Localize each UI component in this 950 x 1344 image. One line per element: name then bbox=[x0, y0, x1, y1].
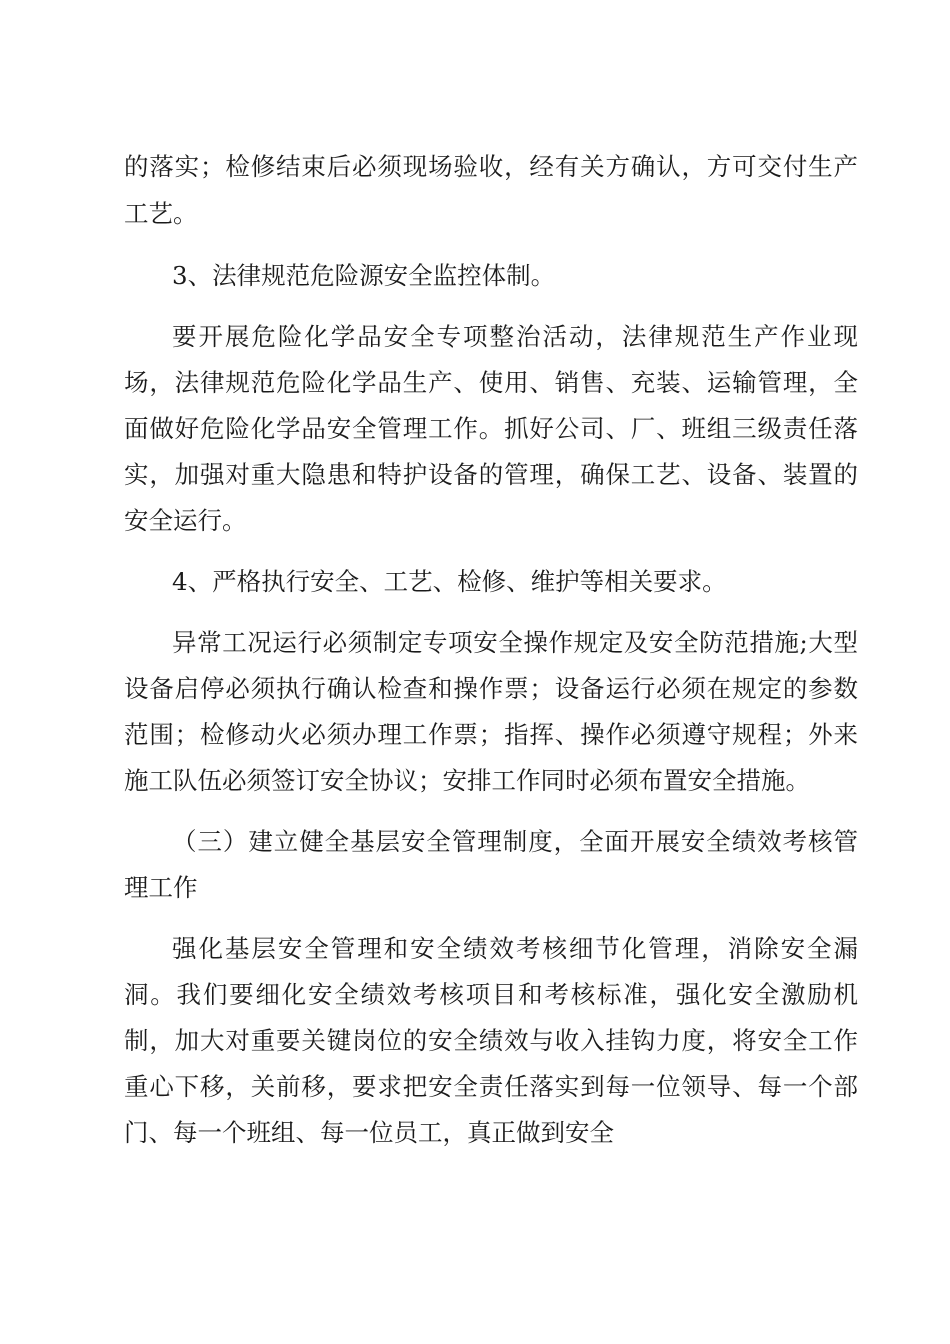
paragraph-line: 门、每一个班组、每一位员工，真正做到安全 bbox=[124, 1118, 614, 1147]
paragraph-line: 的落实；检修结束后必须现场验收，经有关方确认，方可交付生产 bbox=[124, 152, 858, 181]
paragraph-line: 安全运行。 bbox=[124, 506, 247, 535]
section-heading: 4、严格执行安全、工艺、检修、维护等相关要求。 bbox=[172, 567, 727, 596]
paragraph-line: 范围；检修动火必须办理工作票；指挥、操作必须遵守规程；外来 bbox=[124, 720, 858, 749]
paragraph-line: 制，加大对重要关键岗位的安全绩效与收入挂钩力度，将安全工作 bbox=[124, 1026, 858, 1055]
paragraph-line: 洞。我们要细化安全绩效考核项目和考核标准，强化安全激励机 bbox=[124, 980, 858, 1009]
paragraph-line: 场，法律规范危险化学品生产、使用、销售、充装、运输管理，全 bbox=[124, 368, 858, 397]
paragraph-line: 工艺。 bbox=[124, 199, 198, 228]
paragraph-line: 要开展危险化学品安全专项整治活动，法律规范生产作业现 bbox=[172, 322, 858, 351]
paragraph-line: 强化基层安全管理和安全绩效考核细节化管理，消除安全漏 bbox=[172, 934, 858, 963]
paragraph-line: 重心下移，关前移，要求把安全责任落实到每一位领导、每一个部 bbox=[124, 1072, 858, 1101]
paragraph-line: 设备启停必须执行确认检查和操作票；设备运行必须在规定的参数 bbox=[124, 674, 858, 703]
paragraph-line: 面做好危险化学品安全管理工作。抓好公司、厂、班组三级责任落 bbox=[124, 414, 858, 443]
paragraph-line: 施工队伍必须签订安全协议；安排工作同时必须布置安全措施。 bbox=[124, 766, 810, 795]
section-heading-continued: 理工作 bbox=[124, 873, 198, 902]
paragraph-line: 实，加强对重大隐患和特护设备的管理，确保工艺、设备、装置的 bbox=[124, 460, 858, 489]
section-heading: 3、法律规范危险源安全监控体制。 bbox=[172, 261, 556, 290]
paragraph-line: 异常工况运行必须制定专项安全操作规定及安全防范措施;大型 bbox=[172, 628, 858, 657]
section-heading: （三）建立健全基层安全管理制度，全面开展安全绩效考核管 bbox=[172, 827, 858, 856]
